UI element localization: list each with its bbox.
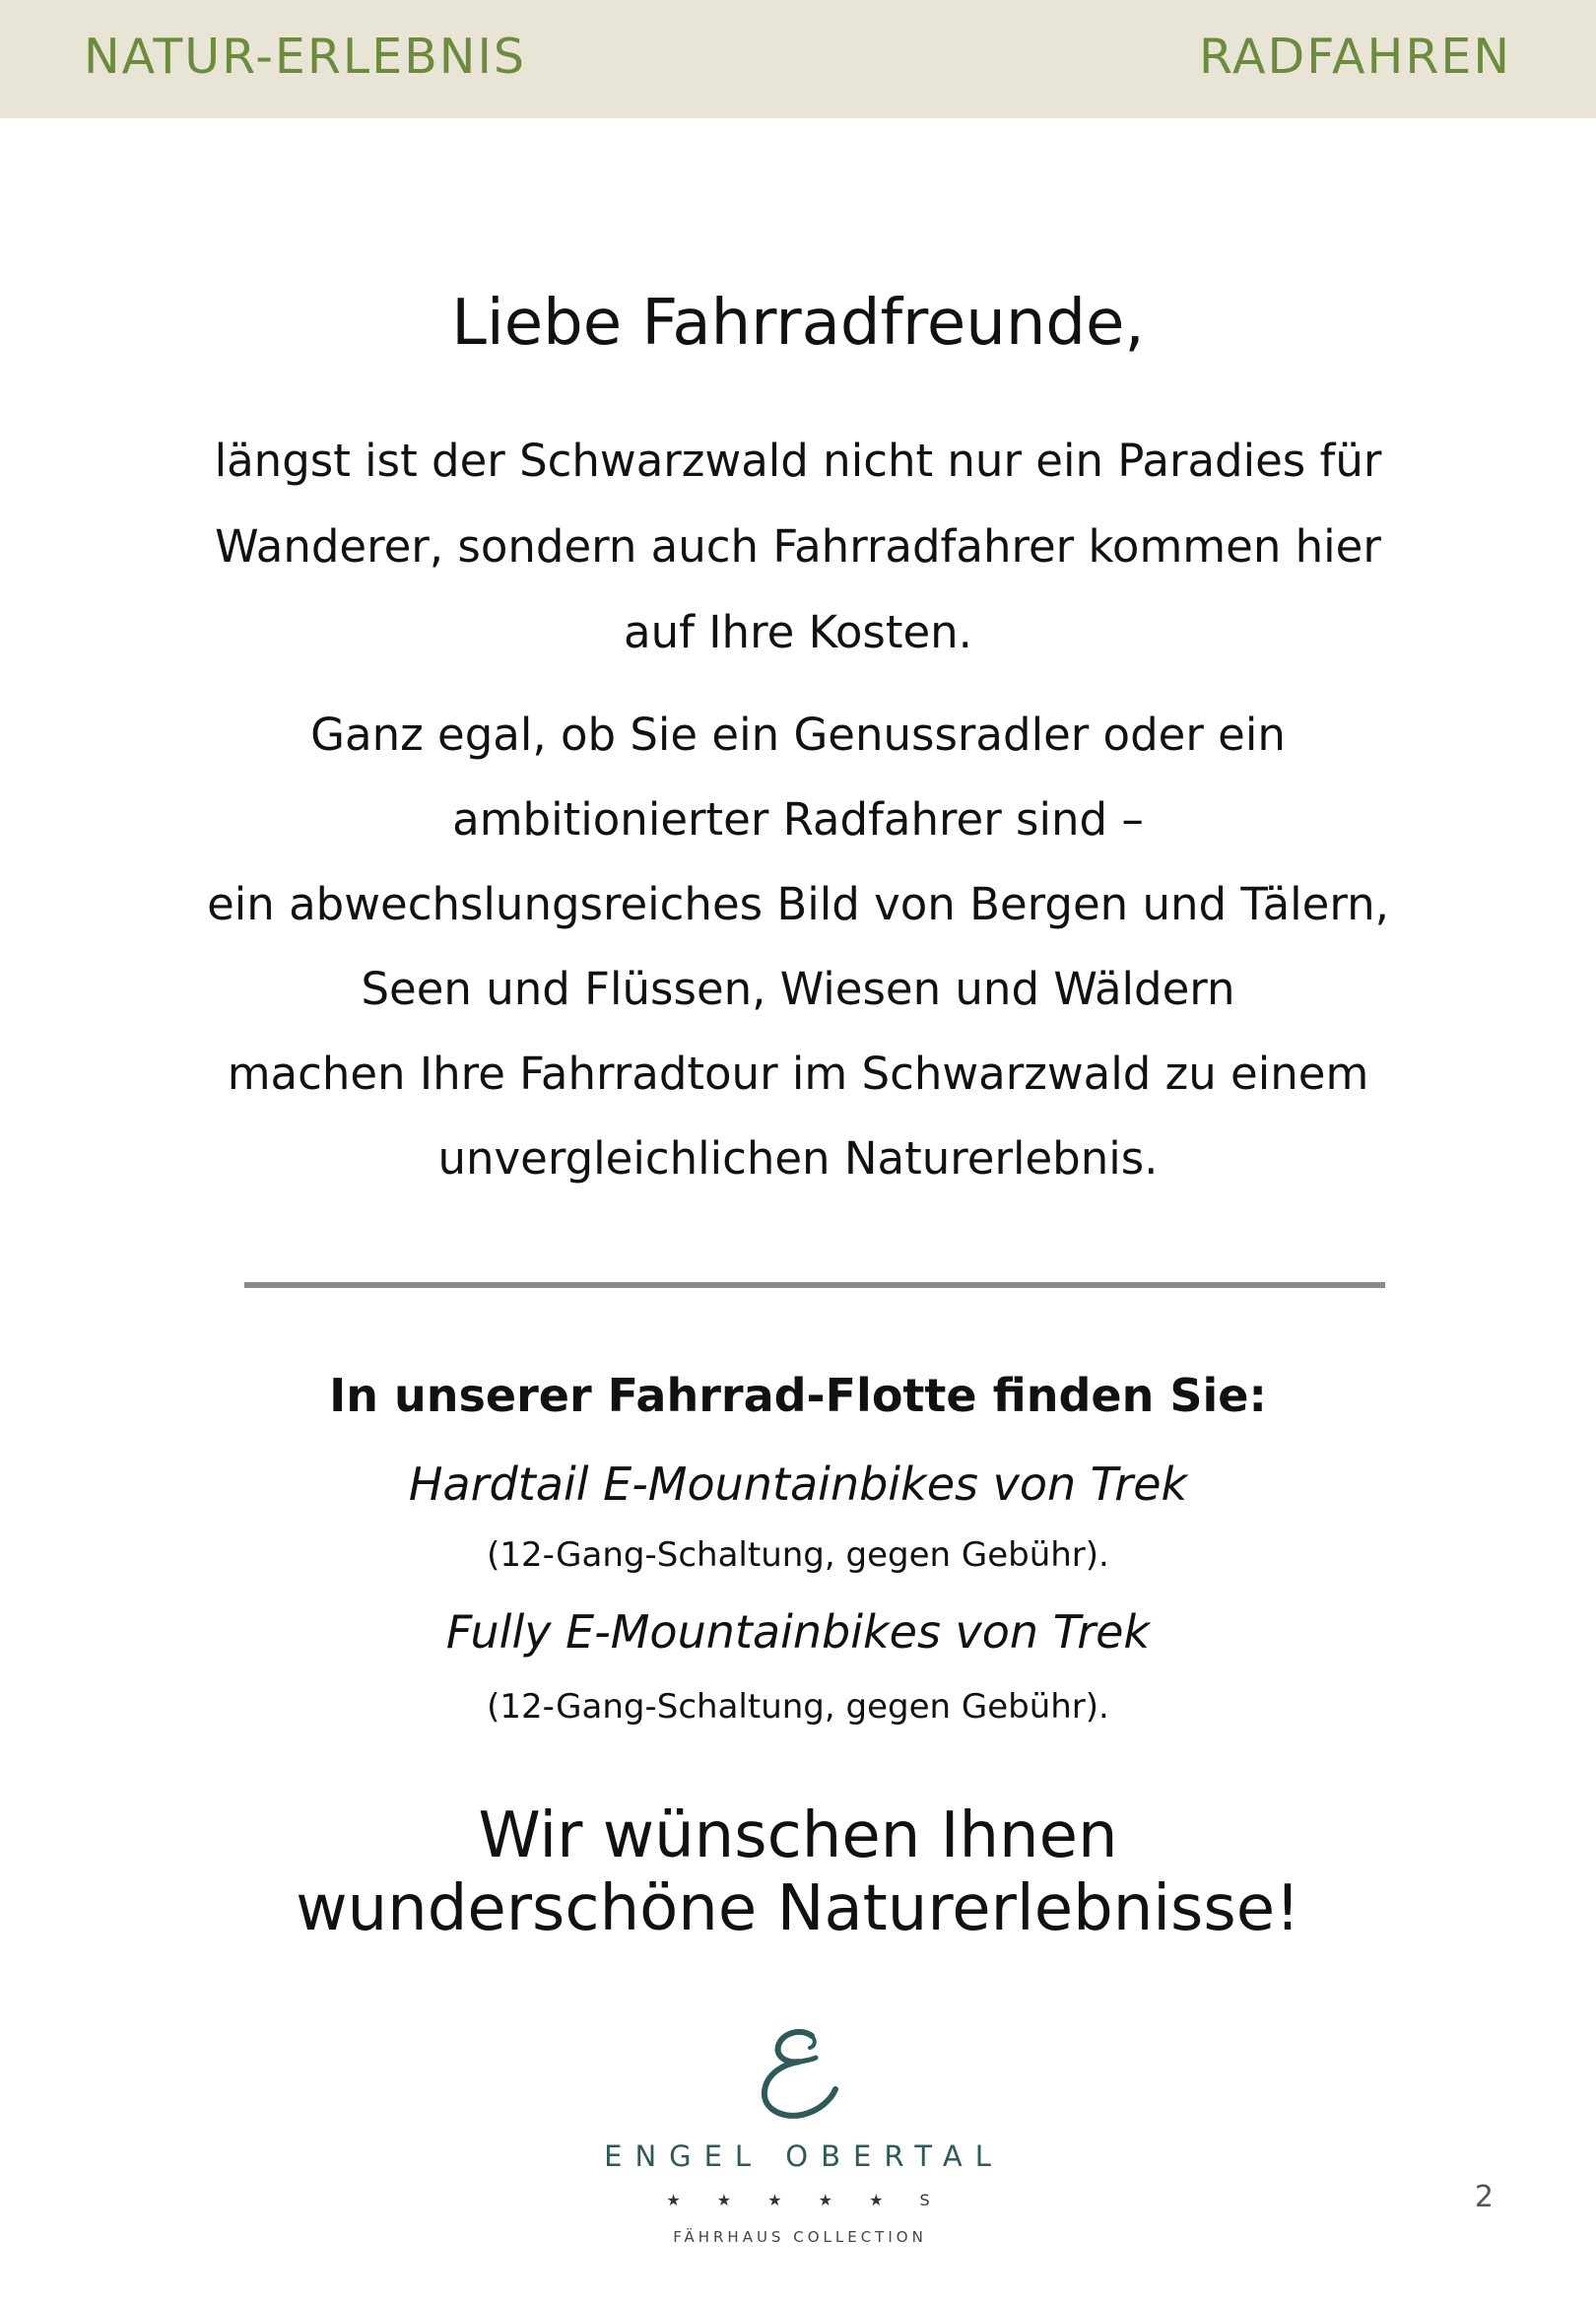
engel-script-e-icon xyxy=(741,2020,859,2129)
logo-stars: ★ ★ ★ ★ ★ S xyxy=(666,2191,946,2209)
bike-note: (12-Gang-Schaltung, gegen Gebühr). xyxy=(487,1535,1109,1575)
topic-title: RADFAHREN xyxy=(1198,29,1511,85)
closing-line: wunderschöne Naturerlebnisse! xyxy=(296,1872,1300,1945)
intro2-line: ein abwechslungsreiches Bild von Bergen und Tälern, xyxy=(207,878,1389,930)
intro2-line: Seen und Flüssen, Wiesen und Wäldern xyxy=(361,963,1235,1015)
logo-wordmark: ENGEL OBERTAL xyxy=(604,2139,1004,2173)
intro-paragraph-2 xyxy=(0,693,1596,1201)
intro-paragraph xyxy=(0,418,1596,675)
intro2-line: ambitionierter Radfahrer sind – xyxy=(452,793,1144,846)
intro2-line: machen Ihre Fahrradtour im Schwarzwald zu einem xyxy=(227,1048,1369,1100)
bike-note: (12-Gang-Schaltung, gegen Gebühr). xyxy=(487,1687,1109,1727)
bike-name: Fully E-Mountainbikes von Trek xyxy=(445,1605,1151,1659)
intro-line: auf Ihre Kosten. xyxy=(624,606,972,658)
intro-line: längst ist der Schwarzwald nicht nur ein Paradies für xyxy=(214,435,1382,487)
intro2-line: Ganz egal, ob Sie ein Genussradler oder ein xyxy=(310,709,1286,761)
page-header xyxy=(0,0,1596,118)
section-title: NATUR-ERLEBNIS xyxy=(84,29,526,85)
intro2-line: unvergleichlichen Naturerlebnis. xyxy=(437,1132,1159,1185)
bike-name: Hardtail E-Mountainbikes von Trek xyxy=(408,1458,1188,1511)
fleet-heading: In unserer Fahrrad-Flotte finden Sie: xyxy=(329,1369,1267,1422)
greeting-heading: Liebe Fahrradfreunde, xyxy=(451,287,1145,360)
intro-line: Wanderer, sondern auch Fahrradfahrer kommen hier xyxy=(215,520,1381,573)
closing-line: Wir wünschen Ihnen xyxy=(478,1799,1118,1872)
closing-message xyxy=(0,1799,1596,1945)
section-divider xyxy=(244,1282,1385,1288)
page-number: 2 xyxy=(1474,2180,1494,2214)
logo-collection: FÄHRHAUS COLLECTION xyxy=(673,2228,927,2246)
